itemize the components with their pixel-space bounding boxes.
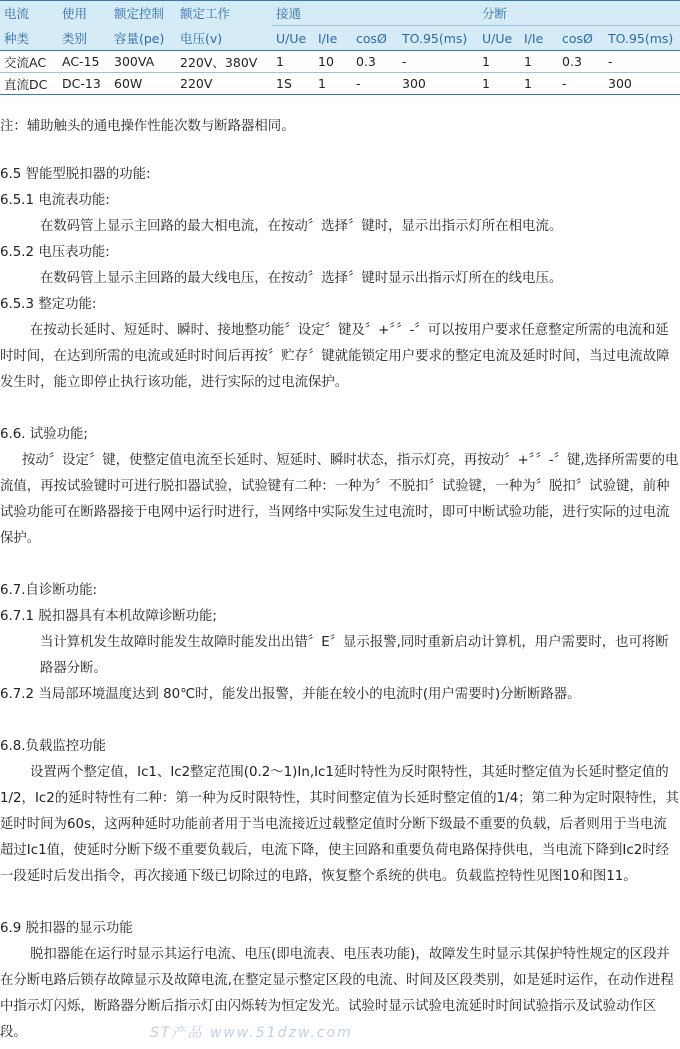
table-cell: 0.3 xyxy=(558,51,604,73)
header-cell: 使用 xyxy=(58,1,110,26)
table-cell: 220V xyxy=(176,73,272,95)
table-cell: 1 xyxy=(478,51,520,73)
table-cell: 300 xyxy=(604,73,680,95)
table-row xyxy=(0,51,680,73)
header-cell: 容量(pe) xyxy=(110,26,176,51)
subsection-heading-6-5-2: 6.5.2 电压表功能: xyxy=(0,245,110,260)
watermark: ST产品 www.51dzw.com xyxy=(150,1025,353,1041)
header-cell: cosØ xyxy=(558,26,604,51)
header-cell: I/Ie xyxy=(520,26,558,51)
header-cell: U/Ue xyxy=(478,26,520,51)
paragraph-6-8: 设置两个整定值，Ic1、Ic2整定范围(0.2～1)In,Ic1延时特性为反时限特性，其延时整定值为长延时整定值的1/2，Ic2的延时特性有二种：第一种为反时限特性，其时间整定值为长延时整定值的1/4；第二种为定时限特性，其延时时间为60s，这两种延时功能前者用于当电流接近过载整定值时分断下级最不重要的负载，后者则用于当电流超过Ic1值，使延时分断下级不重要负载后，电流下降，使主回路和重要负荷电路保持供电，当电流下降到Ic2时经一段延时后发出指令，再次接通下级已切除过的电路，恢复整个系统的供电。负载监控特性见图10和图11。 xyxy=(0,765,679,884)
header-cell: I/Ie xyxy=(314,26,352,51)
header-cell: 额定工作 xyxy=(176,1,272,26)
table-cell: AC-15 xyxy=(58,51,110,73)
table-header-row xyxy=(0,1,680,26)
table-cell: - xyxy=(352,73,398,95)
subsection-heading-6-5-3: 6.5.3 整定功能: xyxy=(0,297,97,312)
table-cell: 60W xyxy=(110,73,176,95)
section-heading-6-7: 6.7.自诊断功能: xyxy=(0,583,98,598)
table-header-row xyxy=(0,26,680,51)
subsection-heading-6-7-1: 6.7.1 脱扣器具有本机故障诊断功能; xyxy=(0,609,217,624)
table-cell: 0.3 xyxy=(352,51,398,73)
table-cell: - xyxy=(558,73,604,95)
table-cell: - xyxy=(398,51,478,73)
table-cell: 1 xyxy=(520,51,558,73)
ratings-table xyxy=(0,0,680,95)
paragraph-6-5-2: 在数码管上显示主回路的最大线电压，在按动〞选择〞键时显示出指示灯所在的线电压。 xyxy=(40,271,563,286)
table-cell: 1 xyxy=(272,51,314,73)
table-cell: 10 xyxy=(314,51,352,73)
section-heading-6-9: 6.9 脱扣器的显示功能 xyxy=(0,921,133,936)
table-cell: 交流AC xyxy=(0,51,58,73)
table-cell: 1S xyxy=(272,73,314,95)
paragraph-6-6: 按动〞设定〞键，使整定值电流至长延时、短延时、瞬时状态，指示灯亮，再按动〞+〞〞-〞键,选择所需要的电流值，再按试验键时可进行脱扣器试验，试验键有二种：一种为〞不脱扣〞试验键，一种为〞脱扣〞试验键，前种试验功能可在断路器接于电网中运行时进行，当网络中实际发生过电流时，即可中断试验功能，进行实际的过电流保护。 xyxy=(0,453,679,546)
header-group-break: 分断 xyxy=(478,1,680,26)
section-heading-6-5: 6.5 智能型脱扣器的功能: xyxy=(0,167,151,182)
table-row xyxy=(0,73,680,95)
table-cell: 220V、380V xyxy=(176,51,272,73)
table-cell: 300VA xyxy=(110,51,176,73)
header-cell: 电压(v) xyxy=(176,26,272,51)
table-cell: 1 xyxy=(314,73,352,95)
table-cell: 直流DC xyxy=(0,73,58,95)
table-cell: DC-13 xyxy=(58,73,110,95)
table-cell: 1 xyxy=(478,73,520,95)
table-cell: 1 xyxy=(520,73,558,95)
header-cell: cosØ xyxy=(352,26,398,51)
paragraph-6-9: 脱扣器能在运行时显示其运行电流、电压(即电流表、电压表功能)，故障发生时显示其保护特性规定的区段并在分断电路后锁存故障显示及故障电流,在整定显示整定区段的电流、时间及区段类别，如是延时运作，在动作进程中指示灯闪烁，断路器分断后指示灯由闪烁转为恒定发光。试验时显示试验电流延时时间试验指示及试验动作区段。 xyxy=(0,947,674,1040)
paragraph-6-5-1: 在数码管上显示主回路的最大相电流，在按动〞选择〞键时，显示出指示灯所在相电流。 xyxy=(40,219,563,234)
subsection-heading-6-5-1: 6.5.1 电流表功能: xyxy=(0,193,110,208)
header-cell: 额定控制 xyxy=(110,1,176,26)
section-heading-6-8: 6.8.负载监控功能 xyxy=(0,739,106,754)
header-cell: 电流 xyxy=(0,1,58,26)
table-cell: 300 xyxy=(398,73,478,95)
header-cell: TO.95(ms) xyxy=(398,26,478,51)
header-cell: U/Ue xyxy=(272,26,314,51)
paragraph-6-7-2: 6.7.2 当局部环境温度达到 80℃时，能发出报警，并能在较小的电流时(用户需要时)分断断路器。 xyxy=(0,687,581,702)
paragraph-6-7-1: 当计算机发生故障时能发生故障时能发出出错〞E〞显示报警,同时重新启动计算机，用户需要时，也可将断路器分断。 xyxy=(40,635,669,676)
header-cell: TO.95(ms) xyxy=(604,26,680,51)
table-cell: - xyxy=(604,51,680,73)
header-cell: 类别 xyxy=(58,26,110,51)
header-group-make: 接通 xyxy=(272,1,478,26)
paragraph-6-5-3: 在按动长延时、短延时、瞬时、接地整功能〞设定〞键及〞+〞〞-〞可以按用户要求任意整定所需的电流和延时时间，在达到所需的电流或延时时间后再按〞贮存〞键就能锁定用户要求的整定电流及延时时间，当过电流故障发生时，能立即停止执行该功能，进行实际的过电流保护。 xyxy=(0,323,670,390)
table-note: 注：辅助触头的通电操作性能次数与断路器相同。 xyxy=(0,119,295,134)
header-cell: 种类 xyxy=(0,26,58,51)
document-body xyxy=(0,114,680,1046)
section-heading-6-6: 6.6. 试验功能; xyxy=(0,427,88,442)
